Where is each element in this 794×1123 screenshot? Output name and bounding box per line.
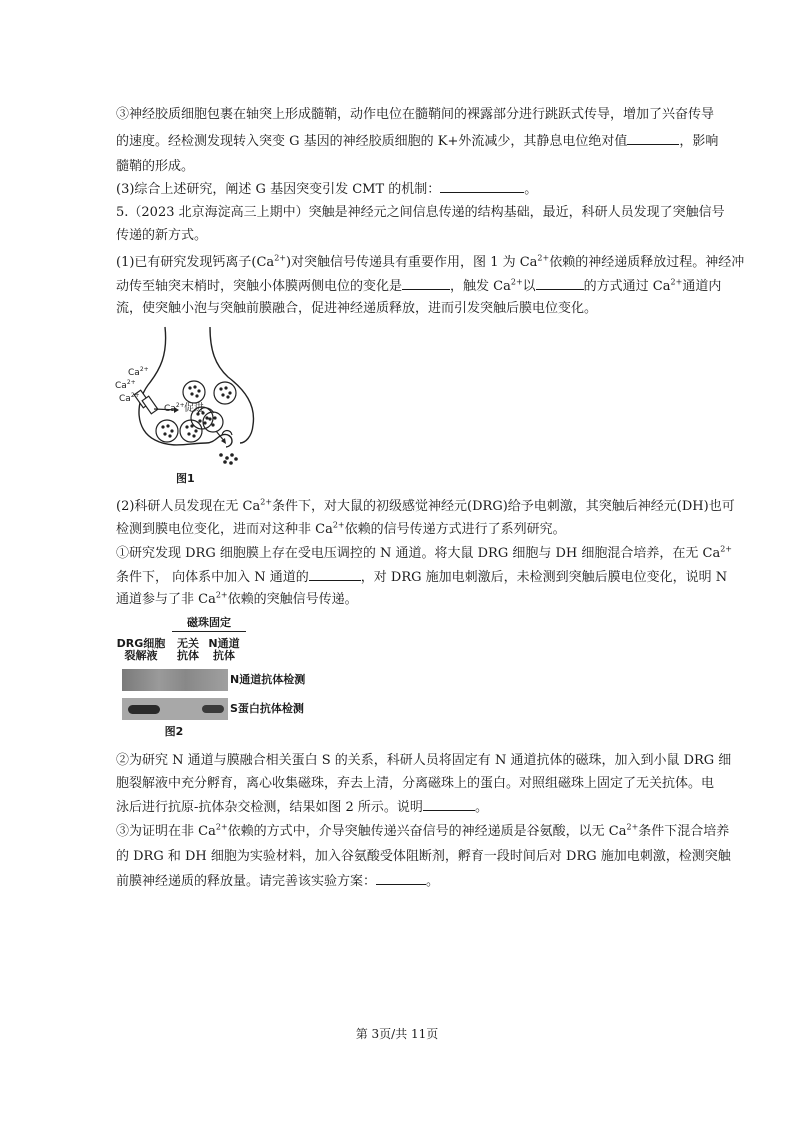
blot-strip-s-protein	[122, 698, 228, 720]
text-line: 通道参与了非 $Ca^{2+}$依赖的突触信号传递。	[116, 590, 358, 607]
row-label-s-protein: S蛋白抗体检测	[230, 702, 304, 715]
text-line: 泳后进行抗原-抗体杂交检测，结果如图 2 所示。说明 。	[116, 796, 488, 819]
ca-label-inside: $Ca^{2+}$	[164, 402, 185, 414]
promote-label: 促进	[184, 403, 204, 414]
text-line: ③神经胶质细胞包裹在轴突上形成髓鞘，动作电位在髓鞘间的裸露部分进行跳跃式传导，增加了兴奋传导	[116, 107, 715, 122]
text-line: ②为研究 N 通道与膜融合相关蛋白 S 的关系，科研人员将固定有 N 通道抗体的磁珠，加入到小鼠 DRG 细	[116, 753, 732, 768]
band-lane-1	[128, 705, 160, 714]
lane-label-3: N通道 抗体	[208, 637, 240, 662]
lane-label-2: 无关 抗体	[177, 637, 199, 662]
band-lane-3	[202, 705, 224, 713]
answer-blank[interactable]	[376, 870, 426, 885]
text-line: 髓鞘的形成。	[116, 159, 195, 174]
answer-blank[interactable]	[536, 275, 584, 290]
figure-2-caption: 图2	[164, 725, 184, 738]
blot-strip-n-channel	[122, 669, 228, 691]
lane-label-1: DRG细胞 裂解液	[116, 637, 166, 662]
question-5-title: 5.（2023 北京海淀高三上期中）突触是神经元之间信息传递的结构基础，最近，科研人员发现了突触信号	[116, 205, 725, 220]
row-label-n-channel: N通道抗体检测	[230, 673, 306, 686]
ca-label-1: $Ca^{2+}$	[128, 366, 149, 378]
text-line: ③为证明在非 $Ca^{2+}$依赖的方式中，介导突触传递兴奋信号的神经递质是谷氨酸，以无 $Ca^{2+}$条件下混合培养	[116, 822, 730, 839]
blot-header: 磁珠固定	[187, 616, 231, 629]
text-line: 条件下， 向体系中加入 N 通道的 ，对 DRG 施加电刺激后，未检测到突触后膜电位变化，说明 N	[116, 566, 727, 589]
ca-label-2: $Ca^{2+}$	[115, 379, 136, 391]
header-underline	[172, 631, 246, 632]
question-3: (3)综合上述研究，阐述 G 基因突变引发 CMT 的机制： 。	[116, 178, 537, 201]
text-line: ①研究发现 DRG 细胞膜上存在受电压调控的 N 通道。将大鼠 DRG 细胞与 DH 细胞混合培养，在无 $Ca^{2+}$	[116, 544, 733, 561]
answer-blank[interactable]	[440, 178, 524, 193]
text-line: 传递的新方式。	[116, 228, 208, 243]
page-footer: 第 3页/共 11页	[355, 1027, 439, 1041]
text-line: 前膜神经递质的释放量。请完善该实验方案： 。	[116, 870, 439, 893]
text-line: 胞裂解液中充分孵育，离心收集磁珠，弃去上清，分离磁珠上的蛋白。对照组磁珠上固定了无关抗体。电	[116, 776, 715, 791]
released-neurotransmitters	[219, 453, 238, 465]
text-line: 的 DRG 和 DH 细胞为实验材料，加入谷氨酸受体阻断剂，孵育一段时间后对 DRG 施加电刺激，检测突触	[116, 849, 731, 864]
text-line: 动传至轴突末梢时，突触小体膜两侧电位的变化是 ，触发 $Ca^{2+}$以 的方式通过 $Ca^{2+}$通道内	[116, 275, 721, 298]
text-line: (2)科研人员发现在无 $Ca^{2+}$条件下，对大鼠的初级感觉神经元(DRG)给予电刺激，其突触后神经元(DH)也可	[116, 497, 735, 514]
figure-1-caption: 图1	[176, 472, 195, 485]
answer-blank[interactable]	[402, 275, 450, 290]
answer-blank[interactable]	[309, 566, 361, 581]
figure-2-blot	[110, 614, 320, 744]
answer-blank[interactable]	[423, 796, 475, 811]
text-line: (1)已有研究发现钙离子$(Ca^{2+})$对突触信号传递具有重要作用，图 1 为 $Ca^{2+}$依赖的神经递质释放过程。神经冲	[116, 253, 745, 270]
ca-label-3: $Ca^{2+}$	[119, 392, 140, 404]
answer-blank[interactable]	[627, 130, 679, 145]
text-line: 检测到膜电位变化，进而对这种非 $Ca^{2+}$依赖的信号传递方式进行了系列研究。	[116, 520, 566, 537]
figure-1-synapse-diagram	[110, 325, 270, 475]
text-line: 流，使突触小泡与突触前膜融合，促进神经递质释放，进而引发突触后膜电位变化。	[116, 301, 598, 316]
text-line: 的速度。经检测发现转入突变 G 基因的神经胶质细胞的 K+外流减少，其静息电位绝对值 ，影响	[116, 130, 718, 153]
